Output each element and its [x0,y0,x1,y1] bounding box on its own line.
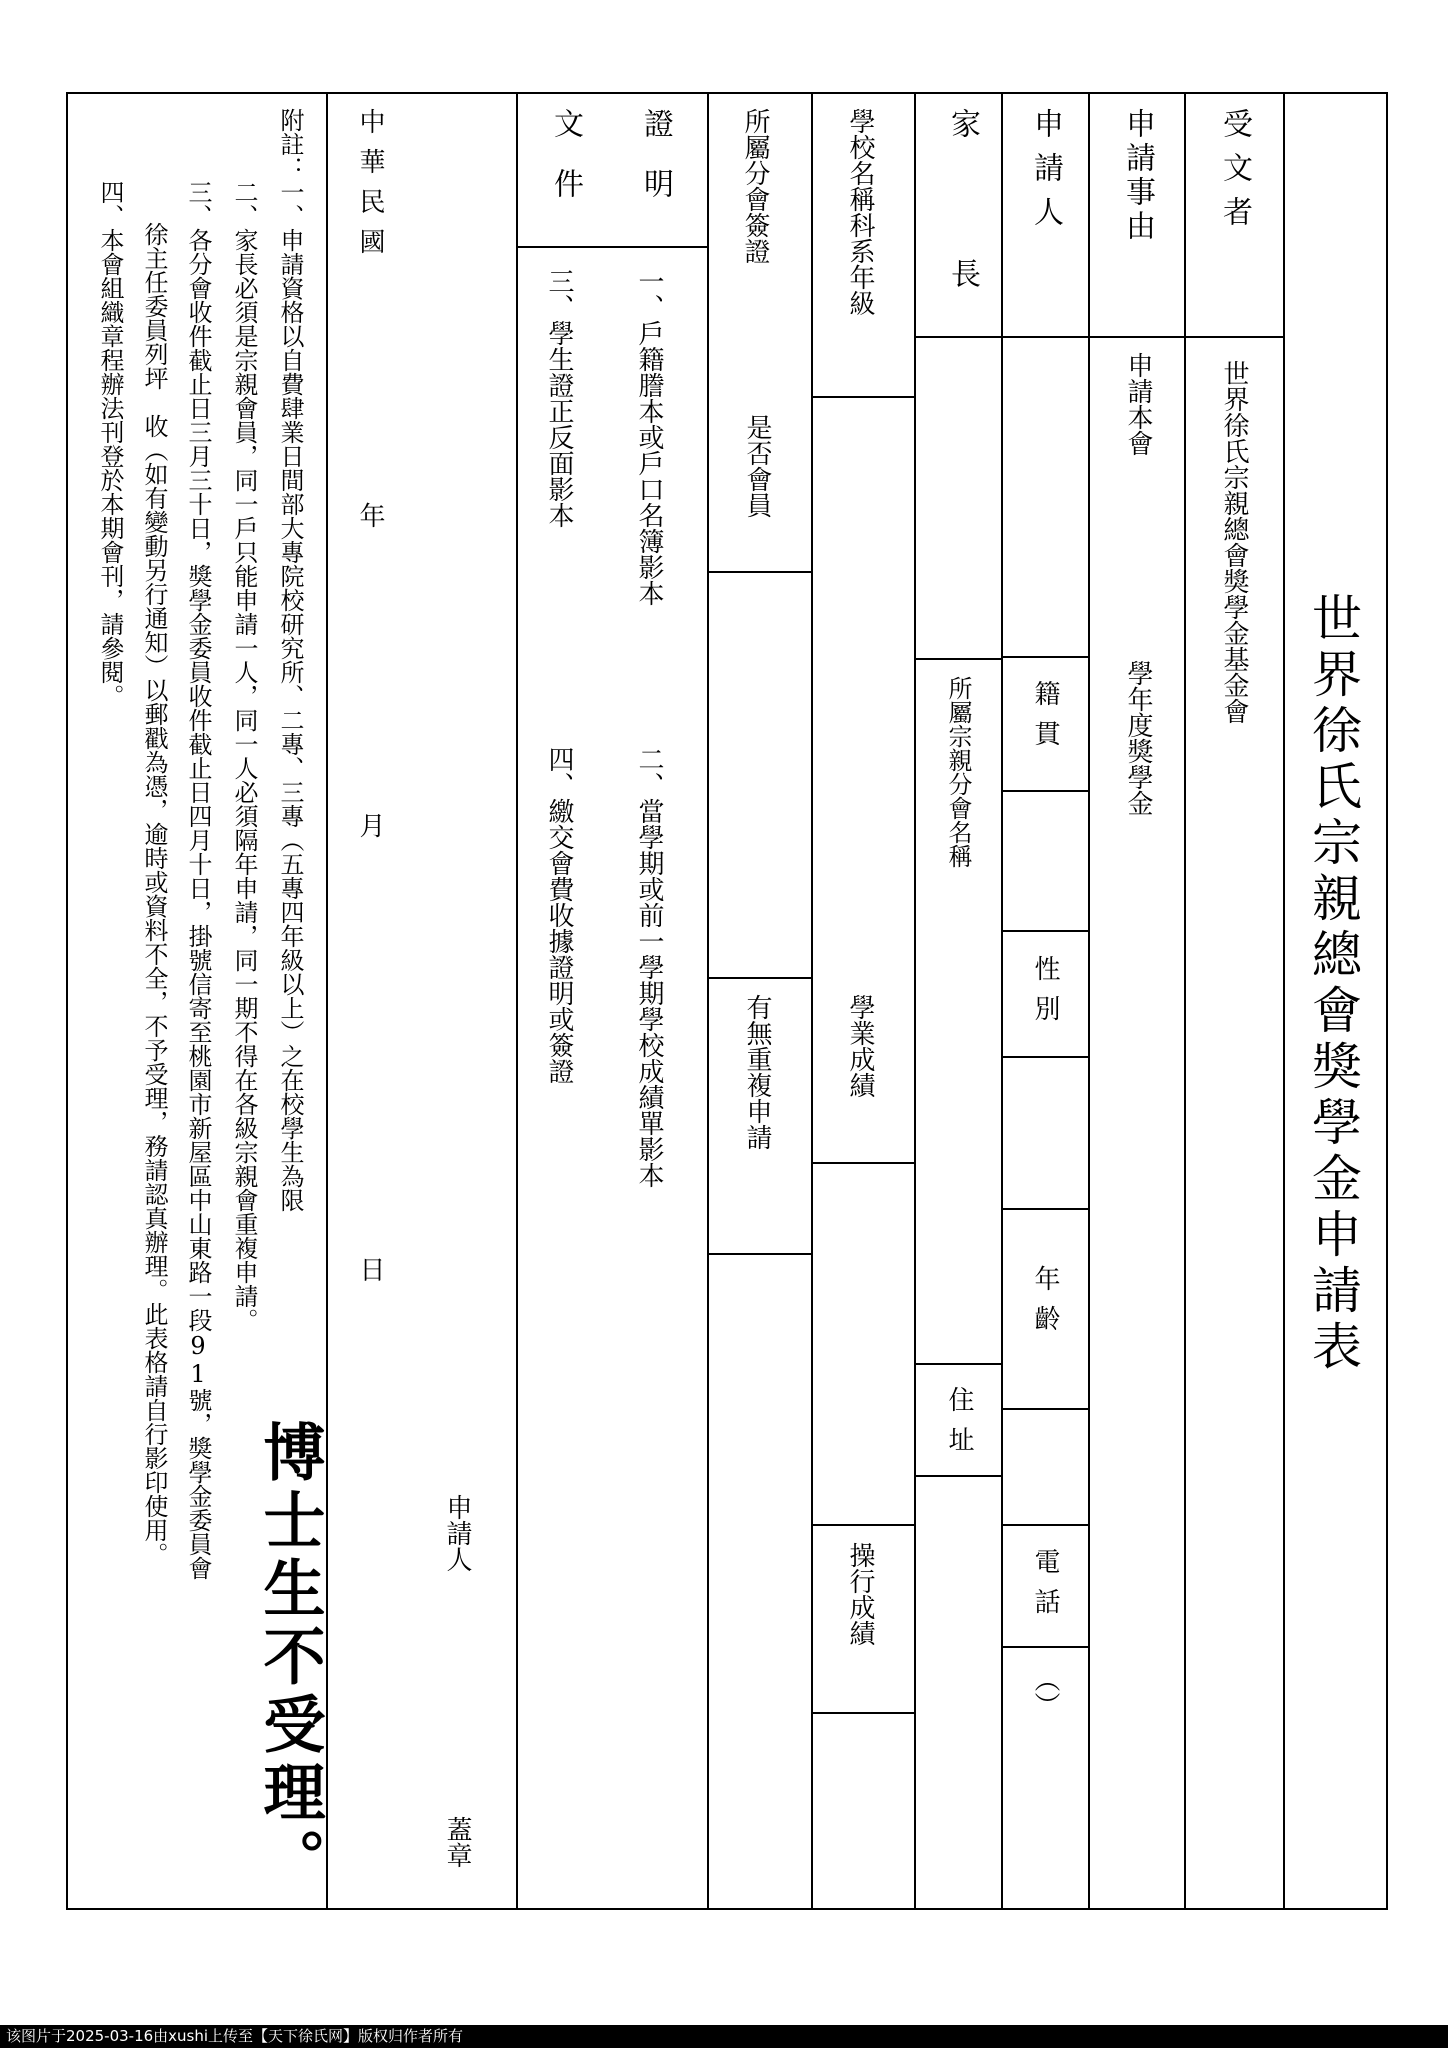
doc-item-3: 三、學生證正反面影本 [544,268,574,528]
row-divider [707,977,811,979]
docs-label-top: 證明 [638,108,673,228]
native-place-label: 籍貫 [1030,680,1060,760]
date-day: 日 [355,1256,385,1282]
footer-watermark: 该图片于2025-03-16由xushi上传至【天下徐氏网】版权归作者所有 [0,2025,1448,2048]
doc-item-2: 二、當學期或前一學期學校成績單影本 [634,746,664,1188]
note-1: 附註：一、申請資格以自費肆業日間部大專院校研究所、二專、三專（五專四年級以上）之在校學生為限 [276,108,304,1212]
recipient-label: 受文者 [1217,108,1252,240]
phone-parentheses: （） [1030,1666,1060,1718]
parent-label: 家長 [945,108,980,408]
row-divider [1001,1408,1088,1410]
conduct-label: 操行成績 [845,1542,875,1646]
branch-name-label: 所屬宗親分會名稱 [944,676,972,868]
reason-value-bottom: 學年度獎學金 [1123,660,1153,816]
note-3-continued: 徐主任委員列坪 收（如有變動另行通知）以郵戳為憑，逾時或資料不全，不予受理，務請認真辦理。此表格請自行影印使用。 [140,222,168,1566]
seal-label: 蓋章 [442,1816,472,1868]
row-divider [914,1475,1001,1477]
date-year: 年 [355,502,385,528]
age-label: 年齡 [1030,1265,1060,1345]
row-divider [811,1524,914,1526]
row-divider [914,658,1001,660]
academic-label: 學業成績 [845,994,875,1098]
date-month: 月 [355,812,385,838]
row-divider [707,1253,811,1255]
branch-sign-label: 所屬分會簽證 [740,108,770,264]
col-divider [326,92,328,1910]
col-divider [1283,92,1285,1910]
row-divider [1001,930,1088,932]
docs-label-bottom: 文件 [548,108,583,228]
row-divider [516,246,707,248]
recipient-value: 世界徐氏宗親總會獎學金基金會 [1219,360,1249,724]
signer-label: 申請人 [442,1494,472,1572]
col-divider [1001,92,1003,1910]
applicant-label: 申請人 [1028,108,1063,240]
col-divider [516,92,518,1910]
row-divider [1001,790,1088,792]
row-divider [1001,1646,1088,1648]
address-label: 住址 [944,1386,974,1466]
row-divider [811,1162,914,1164]
row-divider [1001,1524,1088,1526]
col-divider [811,92,813,1910]
reason-value-top: 申請本會 [1123,352,1153,456]
row-divider [914,1363,1001,1365]
col-divider [914,92,916,1910]
phone-label: 電話 [1030,1548,1060,1628]
col-divider [1088,92,1090,1910]
row-divider [707,571,811,573]
col-divider [707,92,709,1910]
note-3: 三、各分會收件截止日三月三十日，獎學金委員收件截止日四月十日，掛號信寄至桃園市新屋區中山東路一段91號，獎學金委員會 [184,180,212,1580]
col-divider [1184,92,1186,1910]
duplicate-label: 有無重複申請 [742,994,772,1150]
doc-item-1: 一、戶籍謄本或戶口名簿影本 [634,268,664,606]
form-title: 世界徐氏宗親總會獎學金申請表 [1304,592,1362,1376]
doc-item-4: 四、繳交會費收據證明或簽證 [544,746,574,1084]
row-divider [1001,1208,1088,1210]
gender-label: 性別 [1030,955,1060,1035]
school-label: 學校名稱科系年級 [845,108,875,316]
note-4: 四、本會組織章程辦法刊登於本期會刊，請參閱。 [96,180,124,708]
row-divider [1001,656,1088,658]
stamp-not-accepted: 博士生不受理。 [253,1420,326,1896]
row-divider [811,1712,914,1714]
row-divider [1001,1056,1088,1058]
note-2: 二、家長必須是宗親會員，同一戶只能申請一人，同一人必須隔年申請，同一期不得在各級宗親會重複申請。 [230,180,258,1332]
date-roc: 中華民國 [355,108,385,268]
row-divider [811,396,914,398]
member-label: 是否會員 [742,414,772,518]
reason-label: 申請事由 [1120,108,1155,244]
